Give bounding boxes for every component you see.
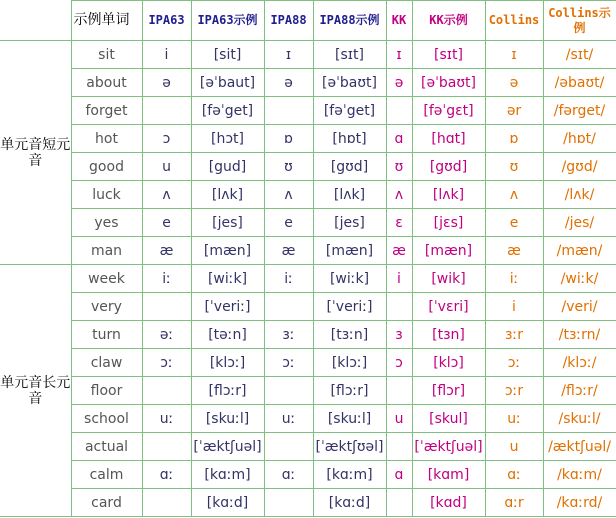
table-row	[0, 41, 616, 69]
cell-word: calm	[71, 461, 142, 489]
cell-word: good	[71, 153, 142, 181]
cell-ipa63-example: [flɔːr]	[191, 377, 264, 405]
cell-kk	[386, 377, 412, 405]
cell-ipa63-example: [sit]	[191, 41, 264, 69]
cell-kk: ə	[386, 69, 412, 97]
cell-ipa63-example: [wiːk]	[191, 265, 264, 293]
cell-ipa88: ɑː	[264, 461, 313, 489]
cell-kk	[386, 489, 412, 517]
cell-kk: ɛ	[386, 209, 412, 237]
cell-ipa63-example: [skuːl]	[191, 405, 264, 433]
cell-ipa88-example: [klɔː]	[313, 349, 386, 377]
table-row	[0, 69, 616, 97]
cell-kk-example: [lʌk]	[412, 181, 485, 209]
cell-ipa88-example: [jes]	[313, 209, 386, 237]
cell-ipa63-example: [kɑːd]	[191, 489, 264, 517]
cell-kk-example: [kɑm]	[412, 461, 485, 489]
cell-collins: ɜːr	[485, 321, 543, 349]
cell-ipa88: ʌ	[264, 181, 313, 209]
cell-collins-example: /sɪt/	[543, 41, 616, 69]
cell-word: turn	[71, 321, 142, 349]
cell-kk-example: [flɔr]	[412, 377, 485, 405]
cell-ipa88-example: [flɔːr]	[313, 377, 386, 405]
cell-word: school	[71, 405, 142, 433]
table-row	[0, 153, 616, 181]
cell-ipa88-example: [fəˈget]	[313, 97, 386, 125]
cell-ipa88-example: [mæn]	[313, 237, 386, 265]
cell-collins-example: /fərget/	[543, 97, 616, 125]
cell-ipa63: ɑː	[142, 461, 191, 489]
cell-kk: ʊ	[386, 153, 412, 181]
cell-collins: e	[485, 209, 543, 237]
header-word: 示例单词	[71, 1, 142, 41]
cell-collins-example: /wiːk/	[543, 265, 616, 293]
cell-ipa63: ɔː	[142, 349, 191, 377]
cell-collins-example: /veri/	[543, 293, 616, 321]
cell-kk-example: [sɪt]	[412, 41, 485, 69]
cell-kk: ʌ	[386, 181, 412, 209]
cell-collins-example: /mæn/	[543, 237, 616, 265]
cell-ipa88-example: [ˈveriː]	[313, 293, 386, 321]
header-collins-example: Collins示例	[543, 1, 616, 41]
corner-cell	[0, 1, 71, 41]
cell-kk-example: [klɔ]	[412, 349, 485, 377]
table-row	[0, 125, 616, 153]
cell-ipa63-example: [jes]	[191, 209, 264, 237]
cell-kk-example: [kɑd]	[412, 489, 485, 517]
cell-ipa88	[264, 293, 313, 321]
cell-word: about	[71, 69, 142, 97]
cell-word: man	[71, 237, 142, 265]
table-row	[0, 405, 616, 433]
cell-kk-example: [wik]	[412, 265, 485, 293]
cell-kk-example: [hɑt]	[412, 125, 485, 153]
cell-collins-example: /skuːl/	[543, 405, 616, 433]
cell-kk: u	[386, 405, 412, 433]
cell-kk: i	[386, 265, 412, 293]
cell-ipa63: ə	[142, 69, 191, 97]
header-kk-example: KK示例	[412, 1, 485, 41]
cell-ipa63-example: [fəˈget]	[191, 97, 264, 125]
cell-ipa63-example: [mæn]	[191, 237, 264, 265]
header-ipa63-example: IPA63示例	[191, 1, 264, 41]
header-ipa88-example: IPA88示例	[313, 1, 386, 41]
cell-collins: ɑː	[485, 461, 543, 489]
cell-word: luck	[71, 181, 142, 209]
cell-kk	[386, 293, 412, 321]
cell-ipa88: ɪ	[264, 41, 313, 69]
cell-ipa88: ə	[264, 69, 313, 97]
table-row	[0, 461, 616, 489]
cell-ipa88	[264, 433, 313, 461]
cell-ipa63-example: [klɔː]	[191, 349, 264, 377]
cell-collins: ʌ	[485, 181, 543, 209]
cell-kk: æ	[386, 237, 412, 265]
cell-word: floor	[71, 377, 142, 405]
table-row	[0, 209, 616, 237]
cell-kk: ɔ	[386, 349, 412, 377]
header-ipa63: IPA63	[142, 1, 191, 41]
cell-ipa88: æ	[264, 237, 313, 265]
cell-collins: ɔː	[485, 349, 543, 377]
cell-collins: ɒ	[485, 125, 543, 153]
cell-collins: ʊ	[485, 153, 543, 181]
cell-ipa63-example: [ˈæktʃuəl]	[191, 433, 264, 461]
cell-ipa63: əː	[142, 321, 191, 349]
cell-ipa88-example: [wiːk]	[313, 265, 386, 293]
cell-kk-example: [gʊd]	[412, 153, 485, 181]
cell-ipa63-example: [gud]	[191, 153, 264, 181]
cell-ipa88	[264, 97, 313, 125]
cell-collins: ɔːr	[485, 377, 543, 405]
cell-ipa88-example: [kɑːm]	[313, 461, 386, 489]
table-row	[0, 349, 616, 377]
table-row	[0, 489, 616, 517]
cell-word: sit	[71, 41, 142, 69]
cell-collins-example: /æktʃuəl/	[543, 433, 616, 461]
header-ipa88: IPA88	[264, 1, 313, 41]
cell-ipa63-example: [təːn]	[191, 321, 264, 349]
cell-ipa63-example: [lʌk]	[191, 181, 264, 209]
cell-ipa88: ɜː	[264, 321, 313, 349]
cell-ipa88: iː	[264, 265, 313, 293]
table-row	[0, 293, 616, 321]
cell-kk: ɑ	[386, 125, 412, 153]
cell-kk: ɪ	[386, 41, 412, 69]
cell-kk	[386, 97, 412, 125]
cell-collins-example: /jes/	[543, 209, 616, 237]
cell-ipa63	[142, 377, 191, 405]
cell-ipa88: ɒ	[264, 125, 313, 153]
cell-collins-example: /kɑːm/	[543, 461, 616, 489]
cell-ipa63: uː	[142, 405, 191, 433]
cell-kk-example: [əˈbaʊt]	[412, 69, 485, 97]
cell-ipa88	[264, 377, 313, 405]
cell-ipa63: ʌ	[142, 181, 191, 209]
group-label: 单元音短元音	[0, 41, 71, 265]
table-row	[0, 237, 616, 265]
cell-kk-example: [skul]	[412, 405, 485, 433]
table-row	[0, 377, 616, 405]
cell-collins: u	[485, 433, 543, 461]
cell-collins: ə	[485, 69, 543, 97]
cell-collins-example: /hɒt/	[543, 125, 616, 153]
cell-ipa63-example: [hɔt]	[191, 125, 264, 153]
cell-word: forget	[71, 97, 142, 125]
group-label: 单元音长元音	[0, 265, 71, 517]
cell-ipa88: uː	[264, 405, 313, 433]
cell-kk: ɜ	[386, 321, 412, 349]
cell-collins-example: /kɑːrd/	[543, 489, 616, 517]
header-row	[0, 1, 616, 41]
cell-word: hot	[71, 125, 142, 153]
cell-ipa63: i	[142, 41, 191, 69]
cell-kk	[386, 433, 412, 461]
cell-word: actual	[71, 433, 142, 461]
cell-ipa63	[142, 293, 191, 321]
cell-ipa88-example: [ˈæktʃʊəl]	[313, 433, 386, 461]
cell-ipa88-example: [sɪt]	[313, 41, 386, 69]
cell-ipa63	[142, 97, 191, 125]
cell-ipa63	[142, 433, 191, 461]
cell-kk-example: [tɜn]	[412, 321, 485, 349]
cell-collins-example: /əbaʊt/	[543, 69, 616, 97]
cell-ipa88: e	[264, 209, 313, 237]
cell-word: yes	[71, 209, 142, 237]
cell-collins-example: /klɔː/	[543, 349, 616, 377]
header-kk: KK	[386, 1, 412, 41]
cell-ipa63: æ	[142, 237, 191, 265]
table-row	[0, 265, 616, 293]
cell-ipa88-example: [hɒt]	[313, 125, 386, 153]
table-row	[0, 433, 616, 461]
cell-ipa88	[264, 489, 313, 517]
cell-kk-example: [fəˈgɛt]	[412, 97, 485, 125]
cell-kk: ɑ	[386, 461, 412, 489]
cell-word: very	[71, 293, 142, 321]
cell-ipa63	[142, 489, 191, 517]
cell-ipa63: u	[142, 153, 191, 181]
cell-collins-example: /lʌk/	[543, 181, 616, 209]
cell-ipa88-example: [tɜːn]	[313, 321, 386, 349]
table-body	[0, 41, 616, 517]
cell-collins: ɪ	[485, 41, 543, 69]
cell-ipa88-example: [gʊd]	[313, 153, 386, 181]
cell-ipa63-example: [kɑːm]	[191, 461, 264, 489]
cell-ipa63: iː	[142, 265, 191, 293]
cell-collins: ər	[485, 97, 543, 125]
cell-ipa88-example: [kɑːd]	[313, 489, 386, 517]
cell-word: week	[71, 265, 142, 293]
cell-ipa88-example: [lʌk]	[313, 181, 386, 209]
header-collins: Collins	[485, 1, 543, 41]
cell-collins: æ	[485, 237, 543, 265]
cell-ipa63: e	[142, 209, 191, 237]
cell-collins-example: /gʊd/	[543, 153, 616, 181]
table-row	[0, 97, 616, 125]
table-row	[0, 181, 616, 209]
table-row	[0, 321, 616, 349]
cell-ipa88-example: [skuːl]	[313, 405, 386, 433]
cell-ipa88: ʊ	[264, 153, 313, 181]
cell-ipa63-example: [ˈveriː]	[191, 293, 264, 321]
cell-collins-example: /flɔːr/	[543, 377, 616, 405]
cell-collins: ɑːr	[485, 489, 543, 517]
cell-word: claw	[71, 349, 142, 377]
cell-collins: iː	[485, 265, 543, 293]
cell-ipa88-example: [əˈbaʊt]	[313, 69, 386, 97]
cell-collins: uː	[485, 405, 543, 433]
cell-kk-example: [mæn]	[412, 237, 485, 265]
cell-collins: i	[485, 293, 543, 321]
cell-word: card	[71, 489, 142, 517]
cell-kk-example: [jɛs]	[412, 209, 485, 237]
cell-ipa63-example: [əˈbaut]	[191, 69, 264, 97]
cell-collins-example: /tɜːrn/	[543, 321, 616, 349]
cell-kk-example: [ˈæktʃuəl]	[412, 433, 485, 461]
cell-kk-example: [ˈvɛri]	[412, 293, 485, 321]
cell-ipa63: ɔ	[142, 125, 191, 153]
cell-ipa88: ɔː	[264, 349, 313, 377]
